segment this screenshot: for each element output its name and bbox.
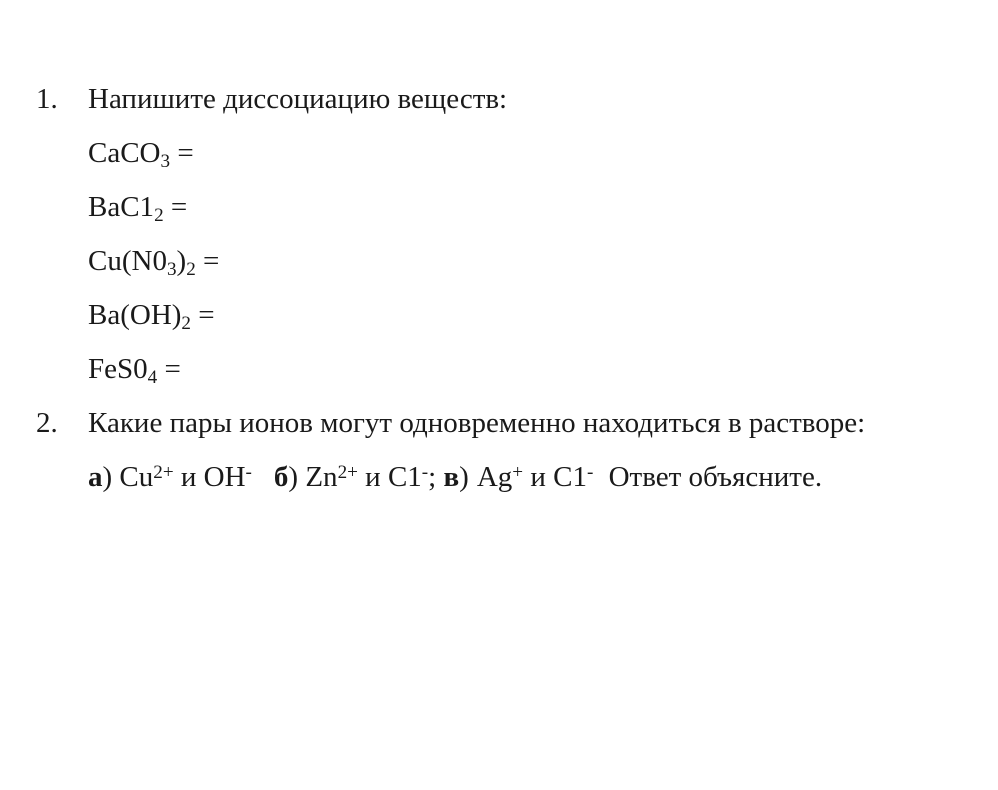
task-2-title: Какие пары ионов могут одновременно находиться в растворе: bbox=[88, 407, 866, 439]
formula-feso4: $FeS0_4$ = bbox=[88, 353, 181, 389]
task-1-number: 1. bbox=[36, 83, 58, 115]
option-a: а) $Cu^{2+}$ и OH- bbox=[88, 461, 252, 493]
formula-baoh2: $Ba(OH)_2$ = bbox=[88, 299, 215, 335]
option-b: б) $Zn^{2+}$ и C1-; bbox=[273, 461, 437, 493]
task-2-options bbox=[88, 463, 822, 492]
formula-bacl2: $BaC1_2$ = bbox=[88, 191, 188, 227]
formula-cuno32: $Cu(N0_3)_2$ = bbox=[88, 245, 220, 281]
task-2-note: Ответ объясните. bbox=[608, 461, 823, 493]
task-1-title: Напишите диссоциацию веществ: bbox=[88, 83, 508, 115]
option-c: в) Ag+ и C1- bbox=[443, 461, 594, 493]
formula-caco3: CaCO$_3$ = bbox=[88, 137, 194, 173]
task-2-number: 2. bbox=[36, 407, 58, 439]
